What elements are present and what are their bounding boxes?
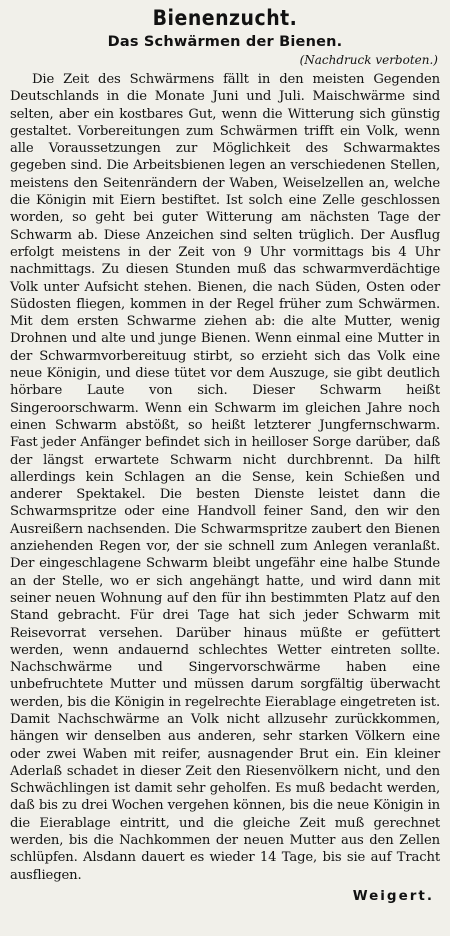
- author-signature: Weigert.: [352, 887, 434, 904]
- article-subtitle: Das Schwärmen der Bienen.: [107, 34, 343, 50]
- reprint-notice: (Nachdruck verboten.): [299, 53, 438, 67]
- article-title: Bienenzucht.: [152, 6, 298, 30]
- article-body: Die Zeit des Schwärmens fällt in den meisten Gegenden Deutschlands in die Monate Juni und Juli. Maischwärme sind selten, aber ein kostbares Gut, wenn die Witterung sich günstig gestaltet. Vorbereitungen zum Schwärmen trifft ein Volk, wenn alle Voraussetzungen zur Möglichkeit des Schwarmaktes gegeben sind. Die Arbeitsbienen legen an verschiedenen Stellen, meistens den Seitenrändern der Waben, Weiselzellen an, welche die Königin mit Eiern bestiftet. Ist solch eine Zelle geschlossen worden, so geht bei guter Witterung am nächsten Tage der Schwarm ab. Diese Anzeichen sind selten trüglich. Der Ausflug erfolgt meistens in der Zeit von 9 Uhr vormittags bis 4 Uhr nachmittags. Zu diesen Stunden muß das schwarmverdächtige Volk unter Aufsicht stehen. Bienen, die nach Süden, Osten oder Südosten fliegen, kommen in der Regel früher zum Schwärmen. Mit dem ersten Schwarme ziehen ab: die alte Mutter, wenig Drohnen und alte und junge Bienen. Wenn einmal eine Mutter in der Schwarmvorbereituug stirbt, so erzieht sich das Volk eine neue Königin, und diese tütet vor dem Auszuge, sie gibt deutlich hörbare Laute von sich. Dieser Schwarm heißt Singeroorschwarm. Wenn ein Schwarm im gleichen Jahre noch einen Schwarm abstößt, so heißt letzterer Jungfernschwarm. Fast jeder Anfänger befindet sich in heilloser Sorge darüber, daß der längst erwartete Schwarm nicht durchbrennt. Da hilft allerdings kein Schlagen an die Sense, kein Schießen und anderer Spektakel. Die besten Dienste leistet dann die Schwarmspritze oder eine Handvoll feiner Sand, den wir den Ausreißern nachsenden. Die Schwarmspritze zaubert den Bienen anziehenden Regen vor, der sie schnell zum Anlegen veranlaßt. Der eingeschlagene Schwarm bleibt ungefähr eine halbe Stunde an der Stelle, wo er sich angehängt hatte, und wird dann mit seiner neuen Wohnung auf den für ihn bestimmten Platz auf den Stand gebracht. Für drei Tage hat sich jeder Schwarm mit Reisevorrat versehen. Darüber hinaus müßte er gefüttert werden, wenn andauernd schlechtes Wetter eintreten sollte. Nachschwärme und Singervorschwärme haben eine unbefruchtete Mutter und müssen darum sorgfältig überwacht werden, bis die Königin in regelrechte Eierablage eingetreten ist. Damit Nachschwärme an Volk nicht allzusehr zurückkommen, hängen wir denselben aus anderen, sehr starken Völkern eine oder zwei Waben mit reifer, ausnagender Brut ein. Ein kleiner Aderlaß schadet in dieser Zeit den Riesenvölkern nicht, und den Schwächlingen ist damit sehr geholfen. Es muß bedacht werden, daß bis zu drei Wochen vergehen können, bis die neue Königin in die Eierablage eintritt, und die gleiche Zeit muß gerechnet werden, bis die Nachkommen der neuen Mutter aus den Zellen schlüpfen. Alsdann dauert es wieder 14 Tage, bis sie auf Tracht ausfliegen.: [10, 72, 440, 883]
